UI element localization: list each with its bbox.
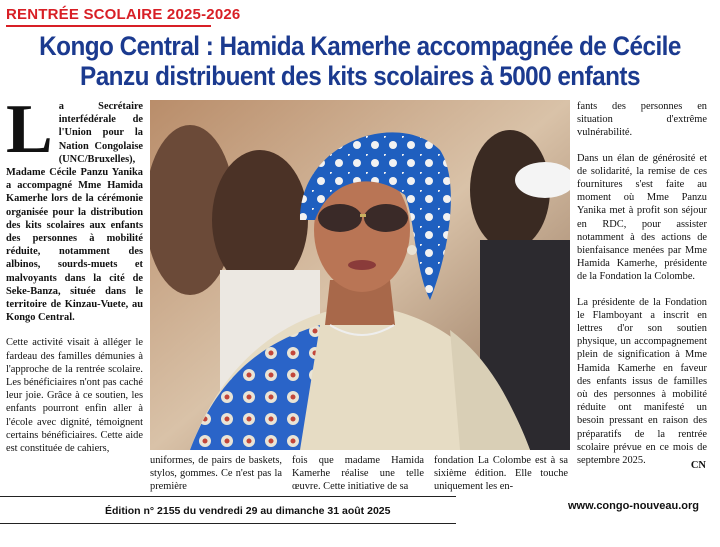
right-paragraph-2: Dans un élan de générosité et de solidarité, la remise de ces fournitures s'est faite au moment où Mme Panzu Yanika met à profit son séjour en RDC, pour assister notamment à des actions de bienfaisance menées par Mme Hamida Kamerhe, présidente de la Fondation la Colombe.	[577, 152, 707, 283]
bottom-column-2: fois que madame Hamida Kamerhe réalise une telle œuvre. Cette initiative de sa	[292, 455, 424, 493]
website-link[interactable]: www.congo-nouveau.org	[568, 500, 699, 512]
lead-paragraph	[6, 91, 143, 324]
right-column	[577, 100, 707, 479]
right-paragraph-3: La présidente de la Fondation le Flamboyant a inscrit en lettres d'or son soutien physique, un accompagnement plein de signification à Mme Hamida Kamerhe en faveur des enfants issus de familles où des personnes à mobilité réduite ont manifesté un besoin pressant en raison des préparatifs de la rentrée scolaire prévue en ce mois de septembre 2025.	[577, 296, 707, 467]
kicker-underline	[6, 25, 211, 27]
paragraph-2: Cette activité visait à alléger le fardeau des familles démunies à l'approche de la rentrée scolaire. Les bénéficiaires n'ont pas caché leur joie. Grâce à ce soutien, les enfants pourront enfin aller à l'école avec dignité, témoignent certains bénéficiaires. Cette aide est constituée de cahiers,	[6, 337, 143, 455]
right-paragraph-1: fants des personnes en situation d'extrême vulnérabilité.	[577, 101, 707, 139]
photo-illustration	[150, 100, 570, 450]
bottom-column-3: fondation La Colombe est à sa sixième édition. Elle touche uniquement les en-	[434, 455, 568, 493]
drop-cap: L	[6, 91, 53, 168]
headline-line-2: Panzu distribuent des kits scolaires à 5000 enfants	[80, 61, 640, 91]
bottom-column-1: uniformes, de pairs de baskets, stylos, gommes. Ce n'est pas la première	[150, 455, 282, 493]
article-photo	[150, 100, 570, 450]
article-headline	[36, 31, 684, 91]
section-kicker: RENTRÉE SCOLAIRE 2025-2026	[6, 6, 241, 23]
headline-line-1: Kongo Central : Hamida Kamerhe accompagnée de Cécile	[39, 31, 681, 61]
left-column	[6, 91, 143, 467]
author-signature: CN	[690, 460, 706, 471]
lead-text: a Secrétaire interfédérale de l'Union pour la Nation Congolaise (UNC/Bruxelles), Madame Cécile Panzu Yanika a accompagné Mme Hamida Kamerhe lors de la cérémonie organisée pour la distribution des kits scolaires aux enfants des personnes à mobilité réduite, notamment des albinos, sourds-muets et malvoyants dans la cité de Seke-Banza, située dans le territoire de Kinzau-Vuete, au Kongo Central.	[6, 101, 143, 324]
edition-line: Édition n° 2155 du vendredi 29 au dimanche 31 août 2025	[105, 505, 391, 517]
